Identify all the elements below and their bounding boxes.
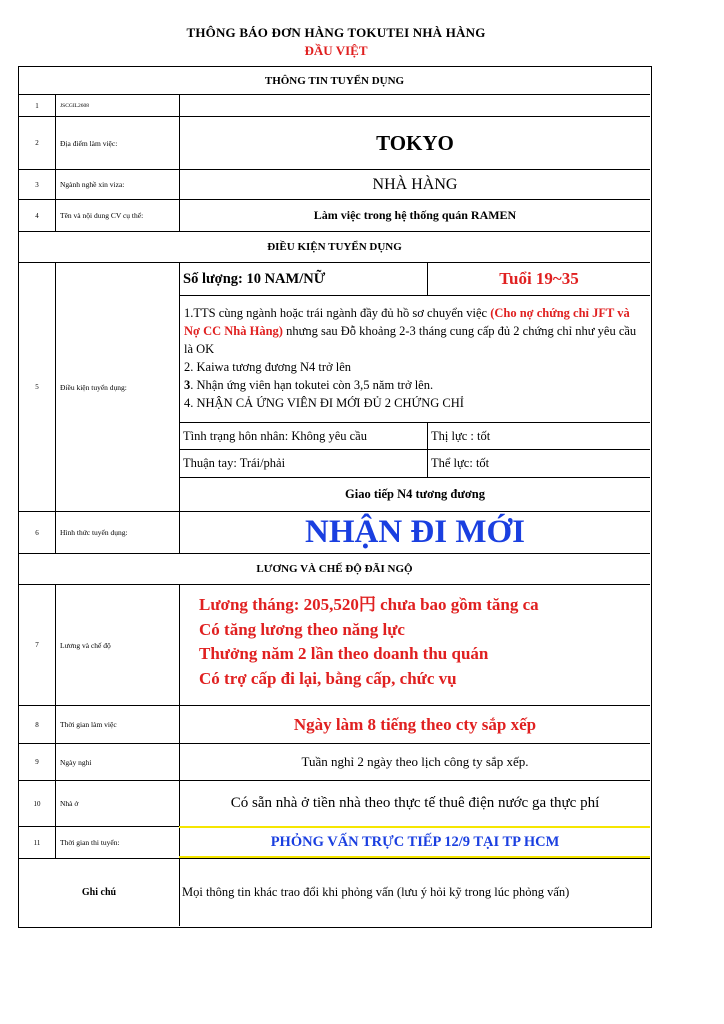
document-title: THÔNG BÁO ĐƠN HÀNG TOKUTEI NHÀ HÀNG [186,25,486,40]
row-3-number: 3 [19,169,55,199]
note-label: Ghi chú [19,858,179,926]
requirement-3: 3. Nhận ứng viên hạn tokutei còn 3,5 năm trở lên. [184,378,434,392]
requirements-cell [179,295,650,422]
requirement-2: 2. Kaiwa tương đương N4 trở lên [184,360,352,374]
note-value: Mọi thông tin khác trao đổi khi phỏng vấn (lưu ý hỏi kỹ trong lúc phỏng vấn) [179,858,650,926]
row-8-number: 8 [19,705,55,743]
row-6-label: Hình thức tuyển dụng: [55,511,179,553]
recruitment-table [18,66,652,928]
salary-lines [180,585,539,691]
company-name: ĐẦU VIỆT [304,43,368,58]
interview-schedule-value: PHỎNG VẤN TRỰC TIẾP 12/9 TẠI TP HCM [179,826,650,858]
days-off-value: Tuần nghỉ 2 ngày theo lịch công ty sắp xếp. [179,743,650,780]
row-2-label: Địa điểm làm việc: [55,116,179,169]
housing-value: Có sẵn nhà ở tiền nhà theo thực tế thuê điện nước ga thực phí [179,780,650,826]
quantity-cell: Số lượng: 10 NAM/NỮ [179,262,427,295]
section-salary: LƯƠNG VÀ CHẾ ĐỘ ĐÃI NGỘ [19,553,650,584]
handedness-cell: Thuận tay: Trái/phải [179,449,427,477]
row-5-number: 5 [19,262,55,511]
row-9-number: 9 [19,743,55,780]
work-location-value: TOKYO [179,116,650,169]
row-5-label: Điều kiện tuyển dụng: [55,262,179,511]
row-4-label: Tên và nội dung CV cụ thể: [55,199,179,231]
section-conditions: ĐIỀU KIỆN TUYỂN DỤNG [19,231,650,262]
row-3-label: Ngành nghề xin viza: [55,169,179,199]
row-7-label: Lương và chế độ [55,584,179,705]
row-1-value [179,94,650,116]
age-cell: Tuổi 19~35 [427,262,650,295]
highlight-top-bar [179,826,650,828]
visa-field-value: NHÀ HÀNG [179,169,650,199]
row-1-number: 1 [19,94,55,116]
salary-line: Có trợ cấp đi lại, bằng cấp, chức vụ [199,668,457,688]
salary-line: Thưởng năm 2 lần theo doanh thu quán [199,644,489,663]
row-1-code: JSCGIL2608 [55,94,179,116]
salary-benefits-cell [179,584,650,705]
requirements-list [180,304,650,412]
salary-line: Lương tháng: 205,520円 chưa bao gồm tăng ca [199,595,539,614]
section-recruit-info: THÔNG TIN TUYỂN DỤNG [264,74,405,87]
requirement-1: 1.TTS cùng ngành hoặc trái ngành đầy đủ hồ sơ chuyển việc (Cho nợ chứng chỉ JFT và Nợ CC Nhà Hàng) nhưng sau Đỗ khoảng 2-3 tháng cung cấp đủ 2 chứng chỉ như yêu cầu là OK [184,306,637,356]
marital-status-cell: Tình trạng hôn nhân: Không yêu cầu [179,422,427,449]
row-2-number: 2 [19,116,55,169]
row-9-label: Ngày nghỉ [55,743,179,780]
row-6-number: 6 [19,511,55,553]
recruitment-type-value: NHẬN ĐI MỚI [179,511,650,553]
row-4-number: 4 [19,199,55,231]
requirement-4: 4. NHẬN CẢ ỨNG VIÊN ĐI MỚI ĐỦ 2 CHỨNG CHỈ [184,396,464,410]
row-7-number: 7 [19,584,55,705]
row-10-label: Nhà ở [55,780,179,826]
communication-cell: Giao tiếp N4 tương đương [179,477,650,511]
fitness-cell: Thể lực: tốt [427,449,650,477]
working-hours-value: Ngày làm 8 tiếng theo cty sắp xếp [179,705,650,743]
row-10-number: 10 [19,780,55,826]
row-8-label: Thời gian làm việc [55,705,179,743]
row-11-label: Thời gian thi tuyển: [55,826,179,858]
row-11-number: 11 [19,826,55,858]
salary-line: Có tăng lương theo năng lực [199,619,405,639]
job-description-value: Làm việc trong hệ thống quán RAMEN [179,199,650,231]
eyesight-cell: Thị lực : tốt [427,422,650,449]
